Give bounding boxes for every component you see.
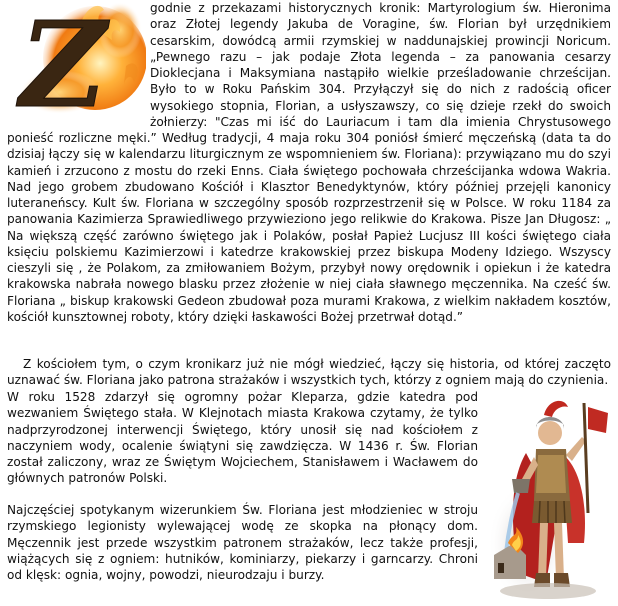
paragraph-2-continued [7, 389, 478, 487]
paragraph-1 [7, 0, 611, 325]
dropcap-flame-z [0, 0, 146, 116]
paragraph-2 [7, 356, 611, 389]
paragraph-2-text: Z kościołem tym, o czym kronikarz już nie mógł wiedzieć, łączy się historia, od której zaczęto uznawać św. Floriana jako patrona strażaków i wszystkich tych, którzy z ogniem mają do czynienia. [7, 357, 611, 388]
saint-florian-picture [488, 393, 612, 603]
saint-florian-illustration [488, 393, 612, 603]
paragraph-3 [7, 502, 478, 583]
dropcap-letter: Z [20, 0, 107, 116]
paragraph-3-text: Najczęściej spotykanym wizerunkiem Św. Floriana jest młodzieniec w stroju rzymskiego legionisty wylewającej wodę ze skopka na płonący dom. Męczennik jest przede wszystkim patronem strażaków, lecz także profesji, wiążących się z ogniem: hutników, kominiarzy, piekarzy i garncarzy. Chroni od klęsk: ognia, wojny, powodzi, nieurodzaju i burzy. [7, 503, 478, 582]
paragraph-1-text: godnie z przekazami historycznych kronik: Martyrologium św. Hieronima oraz Złotej legendy Jakuba de Voragine, św. Florian był urzędnikiem cesarskim, dowódcą armii rzymskiej w naddunajskiej prowincji Noricum. „Pewnego razu – jak podaje Złota legenda – za panowania cesarzy Dioklecjana i Maksymiana nastąpiło wielkie prześladowanie chrześcijan. Było to w Roku Pańskim 304. Przyłączył się do nich z radością oficer wysokiego stopnia, Florian, a usłyszawszy, co się dzieje rzekł do swoich żołnierzy: "Czas mi iść do Lauriacum i tam dla imienia Chrystusowego ponieść rozliczne męki.” Według tradycji, 4 maja roku 304 poniósł śmierć męczeńską (data ta do dzisiaj łączy się w kalendarzu liturgicznym ze wspomnieniem św. Floriana): przywiązano mu do szyi kamień i zrzucono z mostu do rzeki Enns. Ciała świętego pochowała chrześcijanka wdowa Wakria. Nad jego grobem zbudowano Kościół i Klasztor Benedyktynów, który później przejęli kanonicy luteraneńscy. Kult św. Floriana w szczególny sposób rozprzestrzenił się w Polsce. W roku 1184 za panowania Kazimierza Sprawiedliwego przywieziono jego relikwie do Krakowa. Pisze Jan Długosz: „ Na większą część zarówno świętego jak i Polaków, posłał Papież Lucjusz III kości świętego ciała księciu polskiemu Kazimierzowi i katedrze krakowskiej przez biskupa Modeny Idziego. Wszyscy cieszyli się , że Polakom, za zmiłowaniem Bożym, przybył nowy orędownik i opiekun i że katedra krakowska nabrała nowego blasku przez złożenie w niej ciała sławnego męczennika. Na cześć św. Floriana „ biskup krakowski Gedeon zbudował poza murami Krakowa, z wielkim nakładem kosztów, kościół kunsztownej roboty, który dzięki łaskawości Bożej przetrwał dotąd.” [7, 1, 611, 324]
flame-letter-illustration [0, 0, 146, 116]
paragraph-2-continued-text: W roku 1528 zdarzył się ogromny pożar Kleparza, gdzie katedra pod wezwaniem Świętego stała. W Klejnotach miasta Krakowa czytamy, że tylko nadprzyrodzonej interwencji Świętego, który unosił się nad kościołem z naczyniem wody, ocalenie świątyni się zawdzięcza. W 1436 r. Św. Florian został zaliczony, wraz ze Świętym Wojciechem, Stanisławem i Wacławem do głównych patronów Polski. [7, 390, 478, 486]
